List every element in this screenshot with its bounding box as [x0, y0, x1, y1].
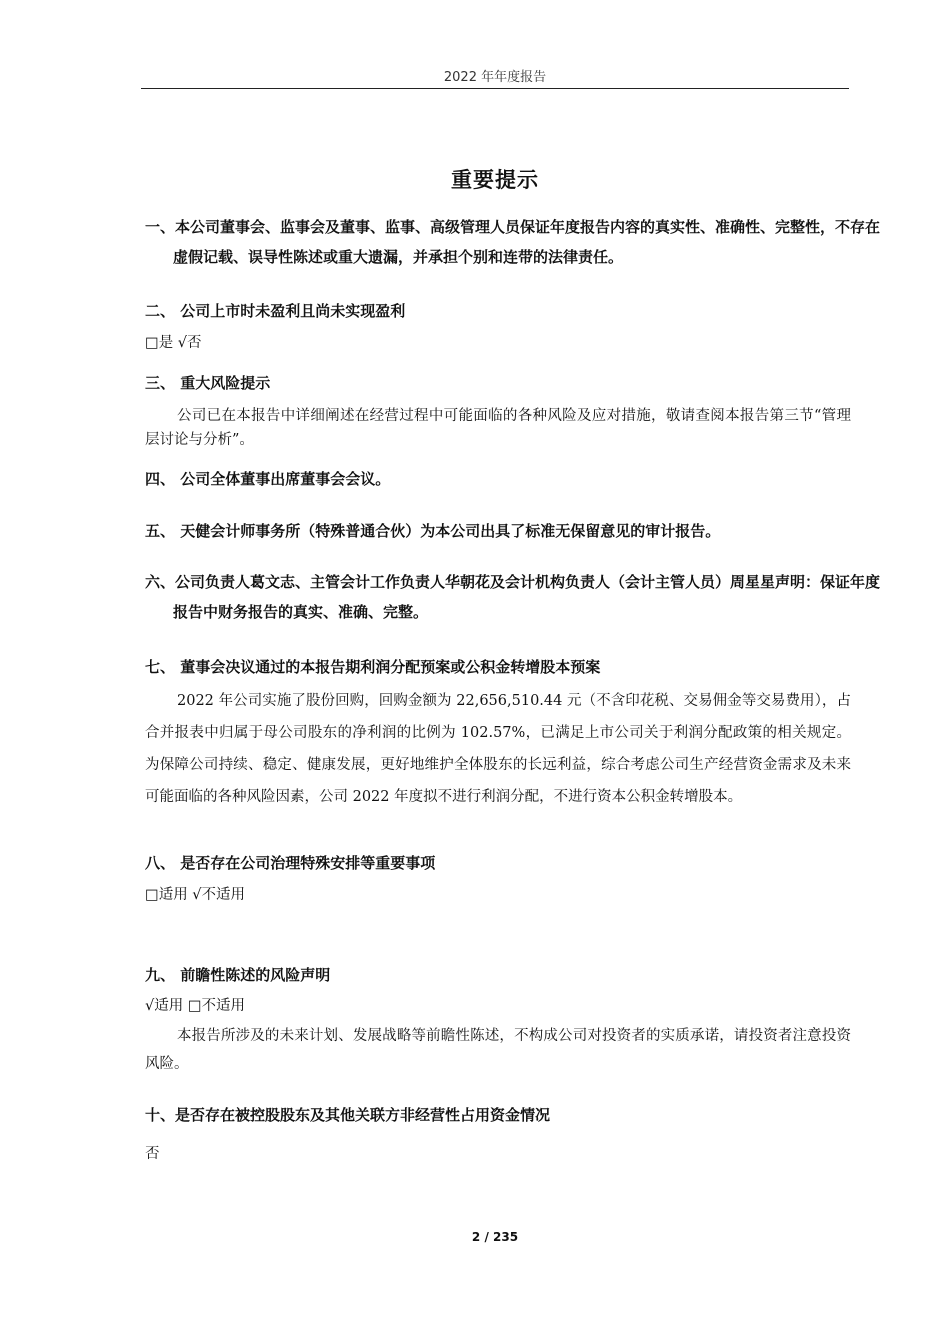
section-5-heading: 五、 天健会计师事务所（特殊普通合伙）为本公司出具了标准无保留意见的审计报告。 [145, 522, 721, 540]
section-9-answer: √适用 □不适用 [145, 998, 246, 1014]
header-divider [141, 88, 849, 89]
section-3-body: 公司已在本报告中详细阐述在经营过程中可能面临的各种风险及应对措施，敬请查阅本报告第三节“管理层讨论与分析”。 [145, 408, 851, 448]
document-title: 重要提示 [451, 168, 539, 192]
section-2-answer: □是 √否 [145, 335, 202, 351]
section-10-heading: 十、是否存在被控股股东及其他关联方非经营性占用资金情况 [145, 1106, 551, 1124]
page-header: 2022 年年度报告 [443, 70, 547, 85]
section-10-answer: 否 [145, 1146, 160, 1162]
section-9-body: 本报告所涉及的未来计划、发展战略等前瞻性陈述，不构成公司对投资者的实质承诺，请投资者注意投资风险。 [145, 1028, 851, 1072]
section-7-body: 2022 年公司实施了股份回购，回购金额为 22,656,510.44 元（不含印花税、交易佣金等交易费用），占合并报表中归属于母公司股东的净利润的比例为 102.57%，已满足上市公司关于利润分配政策的相关规定。为保障公司持续、稳定、健康发展，更好地维护全体股东的长远利益，综合考虑公司生产经营资金需求及未来可能面临的各种风险因素，公司 2022 年度拟不进行利润分配，不进行资本公积金转增股本。 [145, 693, 851, 805]
section-8-heading: 八、 是否存在公司治理特殊安排等重要事项 [145, 854, 436, 872]
page-number: 2 / 235 [471, 1230, 519, 1244]
section-1-heading: 一、本公司董事会、监事会及董事、监事、高级管理人员保证年度报告内容的真实性、准确性、完整性，不存在虚假记载、误导性陈述或重大遗漏，并承担个别和连带的法律责任。 [145, 218, 881, 266]
section-3-heading: 三、 重大风险提示 [145, 374, 271, 392]
section-8-answer: □适用 √不适用 [145, 887, 246, 903]
section-9-heading: 九、 前瞻性陈述的风险声明 [145, 966, 331, 984]
section-7-heading: 七、 董事会决议通过的本报告期利润分配预案或公积金转增股本预案 [145, 658, 601, 676]
section-2-heading: 二、 公司上市时未盈利且尚未实现盈利 [145, 302, 406, 320]
section-4-heading: 四、 公司全体董事出席董事会会议。 [145, 470, 391, 488]
section-6-heading: 六、公司负责人葛文志、主管会计工作负责人华朝花及会计机构负责人（会计主管人员）周星星声明：保证年度报告中财务报告的真实、准确、完整。 [145, 573, 881, 621]
